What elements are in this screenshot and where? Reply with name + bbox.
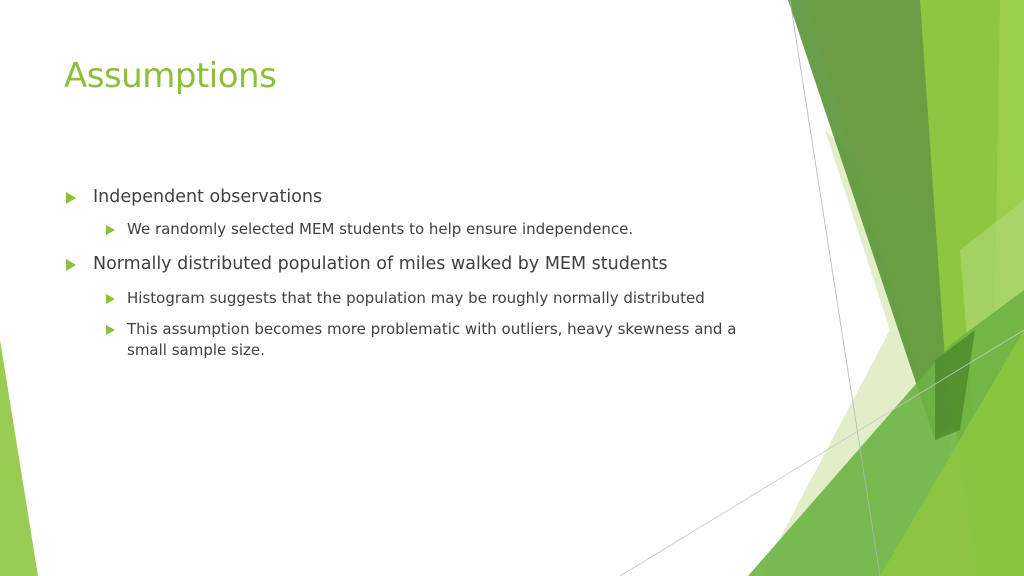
- left-edge-shape: [0, 340, 38, 576]
- slide-title: Assumptions: [64, 56, 277, 96]
- bullet-text: Independent observations: [93, 187, 323, 207]
- triangle-bullet-icon: [106, 225, 115, 235]
- bullet-text: Normally distributed population of miles walked by MEM students: [93, 254, 668, 274]
- list-item: [64, 184, 764, 210]
- bullet-text: This assumption becomes more problematic with outliers, heavy skewness and a small sample size.: [127, 320, 737, 359]
- bullet-text: We randomly selected MEM students to help ensure independence.: [127, 220, 634, 238]
- triangle-bullet-icon: [66, 192, 76, 204]
- triangle-bullet-icon: [106, 325, 115, 335]
- list-item: [64, 251, 764, 277]
- list-item: [104, 288, 764, 309]
- list-item: [104, 319, 747, 361]
- list-item: [104, 219, 764, 240]
- bullet-list: [64, 184, 764, 361]
- bullet-text: Histogram suggests that the population may be roughly normally distributed: [127, 289, 705, 307]
- triangle-bullet-icon: [106, 294, 115, 304]
- triangle-bullet-icon: [66, 259, 76, 271]
